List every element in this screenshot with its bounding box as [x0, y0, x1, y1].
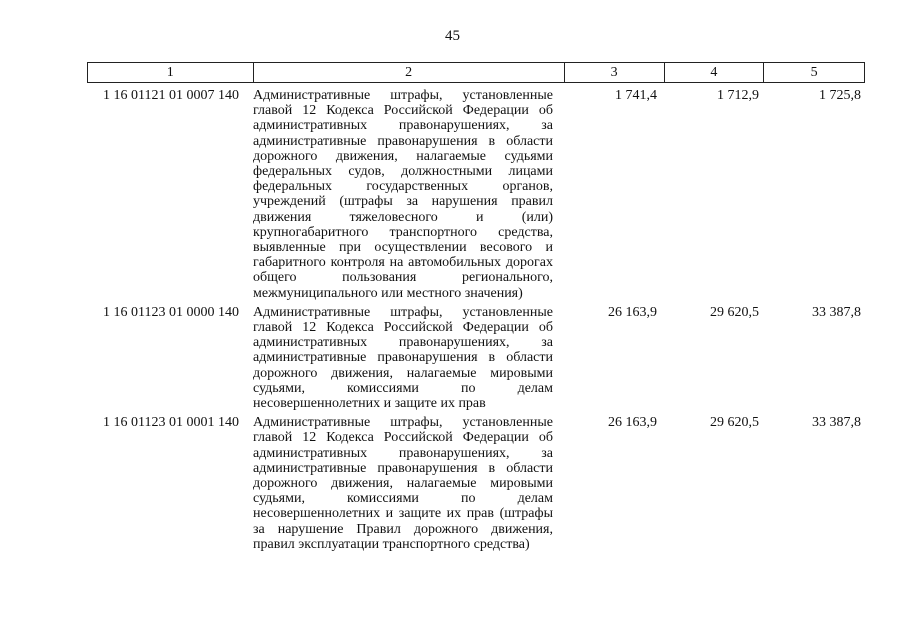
row-code: 1 16 01123 01 0000 140 — [103, 304, 239, 320]
row-value-col4: 29 620,5 — [710, 415, 759, 431]
table-row — [87, 305, 865, 411]
row-value-col4: 29 620,5 — [710, 304, 759, 320]
header-col-3: 3 — [565, 63, 665, 82]
row-name: Административные штрафы, установленные главой 12 Кодекса Российской Федерации об административных правонарушениях, за административные правонарушения в области дорожного движения, налагаемые мировыми судьями, комиссиями по делам несовершеннолетних и защите их прав — [253, 304, 553, 412]
row-value-col5: 33 387,8 — [812, 415, 861, 431]
row-name: Административные штрафы, установленные главой 12 Кодекса Российской Федерации об административных правонарушениях, за административные правонарушения в области дорожного движения, налагаемые мировыми судьями, комиссиями по делам несовершеннолетних и защите их прав (штрафы за нарушение Правил дорожного движения, правил эксплуатации транспортного средства) — [253, 415, 553, 552]
row-code: 1 16 01121 01 0007 140 — [103, 88, 239, 103]
row-value-col3: 26 163,9 — [608, 415, 657, 431]
row-value-col3: 1 741,4 — [615, 88, 657, 103]
table-row — [87, 415, 865, 552]
header-col-4: 4 — [665, 63, 765, 82]
table-row — [87, 88, 865, 301]
page-number: 45 — [445, 28, 460, 44]
table-body — [87, 88, 865, 556]
table-header — [87, 62, 865, 83]
row-value-col5: 33 387,8 — [812, 304, 861, 320]
row-code: 1 16 01123 01 0001 140 — [103, 415, 239, 431]
header-col-2: 2 — [254, 63, 565, 82]
row-name: Административные штрафы, установленные главой 12 Кодекса Российской Федерации об административных правонарушениях, за административные правонарушения в области дорожного движения, налагаемые судьями федеральных судов, должностными лицами федеральных государственных органов, учреждений (штрафы за нарушения правил движения тяжеловесного и (или) крупногабаритного транспортного средства, выявленные при осуществлении весового и габаритного контроля на автомобильных дорогах общего пользования регионального, межмуниципального или местного значения) — [253, 88, 553, 301]
header-col-5: 5 — [810, 65, 818, 80]
header-col-1: 1 — [88, 63, 254, 82]
row-value-col5: 1 725,8 — [819, 88, 861, 103]
row-value-col3: 26 163,9 — [608, 304, 657, 320]
row-value-col4: 1 712,9 — [717, 88, 759, 103]
